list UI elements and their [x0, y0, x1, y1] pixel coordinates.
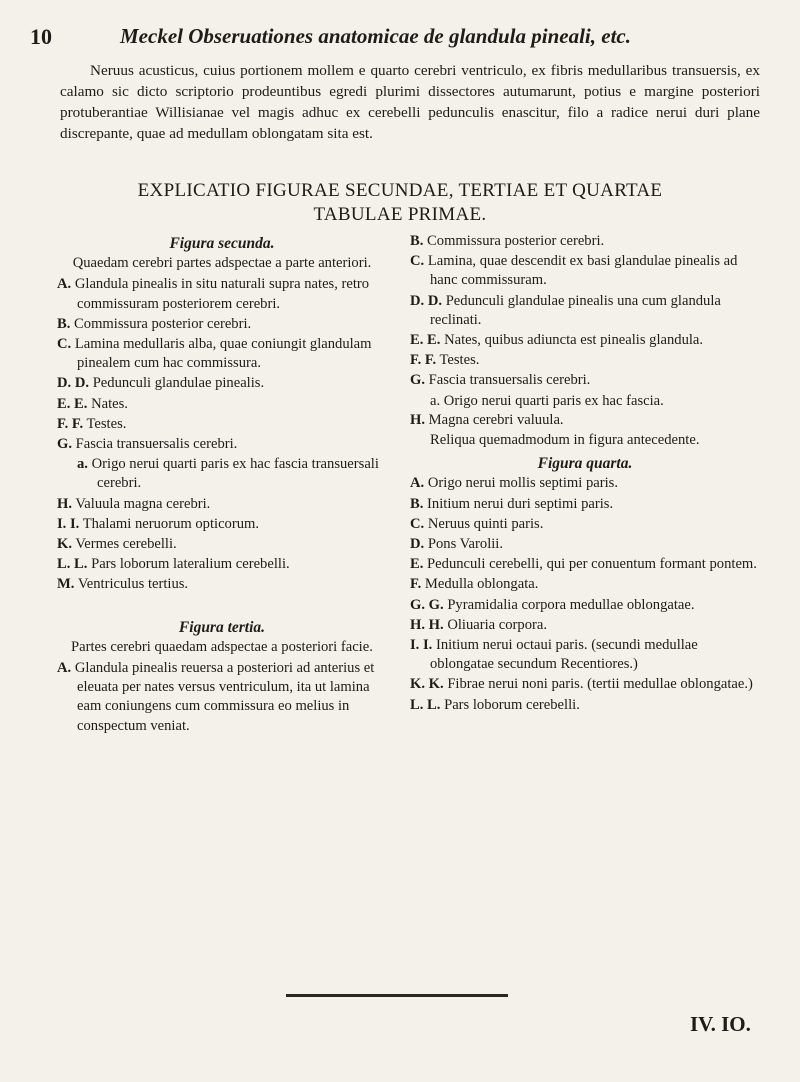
- legend-item: K. K. Fibrae nerui noni paris. (tertii medullae oblongatae.): [410, 676, 753, 693]
- legend-item: H. Valuula magna cerebri.: [57, 495, 211, 512]
- legend-sub-note: a. Origo nerui quarti paris ex hac fascia.: [430, 392, 664, 409]
- legend-item: C. Neruus quinti paris.: [410, 515, 544, 532]
- page-number: 10: [30, 24, 52, 49]
- legend-item: C. Lamina medullaris alba, quae coniungit glandulam pinealem cum hac commissura.: [57, 336, 372, 372]
- page-header: [30, 22, 770, 52]
- running-title: Meckel Obseruationes anatomicae de glandula pineali, etc.: [120, 24, 631, 48]
- legend-item: H. H. Oliuaria corpora.: [410, 616, 547, 633]
- legend-item: D. D. Pedunculi glandulae pinealis.: [57, 375, 265, 392]
- legend-item: B. Initium nerui duri septimi paris.: [410, 495, 614, 512]
- legend-item: D. Pons Varolii.: [410, 536, 504, 553]
- left-column: [57, 232, 387, 737]
- legend-item: G. Fascia transuersalis cerebri.: [410, 372, 591, 389]
- legend-item: G. G. Pyramidalia corpora medullae oblongatae.: [410, 596, 695, 613]
- figura-secunda-title: Figura secunda.: [169, 235, 275, 252]
- legend-item: F. F. Testes.: [410, 352, 480, 369]
- closing-note: Reliqua quemadmodum in figura antecedente.: [430, 432, 700, 449]
- legend-sub-item: a. Origo nerui quarti paris ex hac fascia transuersali cerebri.: [77, 456, 379, 492]
- section-title-line-1: EXPLICATIO FIGURAE SECUNDAE, TERTIAE ET QUARTAE: [137, 180, 663, 201]
- legend-item: E. E. Nates.: [57, 395, 128, 412]
- figura-tertia-subtitle: Partes cerebri quaedam adspectae a posteriori facie.: [71, 638, 373, 655]
- legend-item: L. L. Pars loborum lateralium cerebelli.: [57, 556, 290, 573]
- legend-item: G. Fascia transuersalis cerebri.: [57, 436, 238, 453]
- legend-item: A. Glandula pinealis in situ naturali supra nates, retro commissuram posteriorem cerebri.: [57, 276, 370, 312]
- legend-item: E. Pedunculi cerebelli, qui per conuentum formant pontem.: [410, 556, 757, 573]
- legend-item: L. L. Pars loborum cerebelli.: [410, 696, 580, 713]
- legend-item: H. Magna cerebri valuula.: [410, 411, 564, 428]
- legend-item: E. E. Nates, quibus adiuncta est pinealis glandula.: [410, 332, 704, 349]
- legend-item: I. I. Thalami neruorum opticorum.: [57, 515, 259, 532]
- intro-paragraph: Neruus acusticus, cuius portionem mollem e quarto cerebri ventriculo, ex fibris medullaribus transuersis, ex calamo sic dicto scriptorio prodeuntibus egredi plurimi dissectores autumarunt, potius e margine posteriori protuberantiae Willisianae vel magis adhuc ex cerebelli pedunculis enascitur, filo a radice nerui duri plane discrepante, quae ad medullam oblongatam sita est.: [60, 62, 760, 142]
- right-column: [410, 232, 760, 716]
- legend-item: B. Commissura posterior cerebri.: [57, 315, 252, 332]
- section-title: [30, 179, 770, 227]
- legend-item: B. Commissura posterior cerebri.: [410, 233, 605, 249]
- legend-item: F. F. Testes.: [57, 415, 127, 432]
- section-title-line-2: TABULAE PRIMAE.: [313, 204, 487, 225]
- legend-item: I. I. Initium nerui octaui paris. (secundi medullae oblongatae secundum Recentiores.): [410, 637, 698, 673]
- legend-item: M. Ventriculus tertius.: [57, 576, 189, 593]
- legend-item: A. Glandula pinealis reuersa a posteriori ad anterius et eleuata per nates versus ventriculum, ita ut lamina eam coniungens cum commissura eo melius in conspectum veniat.: [57, 660, 375, 734]
- figura-tertia-title: Figura tertia.: [178, 618, 266, 636]
- horizontal-rule: [286, 994, 508, 997]
- signature-mark: IV. IO.: [690, 1012, 751, 1036]
- legend-item: D. D. Pedunculi glandulae pinealis una cum glandula reclinati.: [410, 292, 721, 328]
- legend-item: C. Lamina, quae descendit ex basi glandulae pinealis ad hanc commissuram.: [410, 253, 738, 289]
- legend-item: K. Vermes cerebelli.: [57, 536, 177, 553]
- figura-secunda-subtitle: Quaedam cerebri partes adspectae a parte anteriori.: [72, 255, 372, 272]
- legend-item: F. Medulla oblongata.: [410, 576, 539, 593]
- legend-item: A. Origo nerui mollis septimi paris.: [410, 475, 618, 492]
- figura-quarta-title: Figura quarta.: [537, 455, 633, 473]
